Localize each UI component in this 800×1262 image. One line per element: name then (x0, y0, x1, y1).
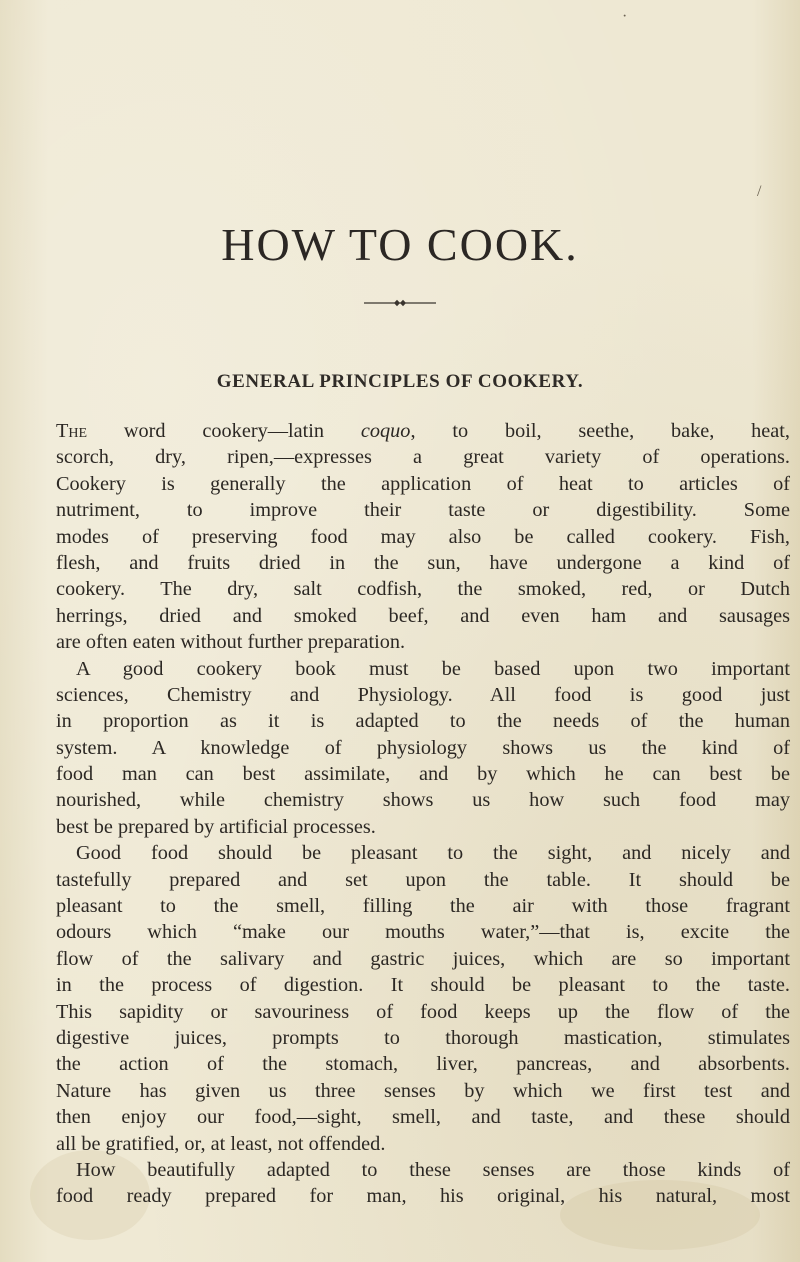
text-line (56, 418, 790, 444)
text-line: Cookery is generally the application of heat to articles of (56, 472, 790, 495)
ornament-divider (350, 298, 450, 308)
text-line: then enjoy our food,—sight, smell, and taste, and these should (56, 1106, 790, 1129)
text-line: cookery. The dry, salt codfish, the smoked, red, or Dutch (56, 578, 790, 601)
text-line: system. A knowledge of physiology shows us the kind of (56, 736, 790, 759)
text-line: flesh, and fruits dried in the sun, have undergone a kind of (56, 551, 790, 574)
text-line: nourished, while chemistry shows us how such food may (56, 789, 790, 812)
page-title: HOW TO COOK. (221, 219, 579, 270)
text-line: A good cookery book must be based upon two important (76, 657, 790, 680)
section-heading: GENERAL PRINCIPLES OF COOKERY. (216, 371, 584, 392)
text-line: the action of the stomach, liver, pancreas, and absorbents. (56, 1053, 790, 1076)
text-line: nutriment, to improve their taste or digestibility. Some (56, 499, 790, 522)
text-line: Good food should be pleasant to the sight, and nicely and (76, 842, 790, 865)
text-line: are often eaten without further preparation. (56, 631, 406, 654)
text-run: , to boil, seethe, bake, heat, (410, 420, 790, 442)
text-line: This sapidity or savouriness of food keeps up the flow of the (56, 1000, 790, 1023)
text-run: word cookery—latin (87, 420, 361, 442)
text-line: odours which “make our mouths water,”—that is, excite the (56, 921, 790, 944)
text-line: best be prepared by artificial processes. (56, 815, 376, 838)
body-text (56, 418, 790, 1210)
text-line: food man can best assimilate, and by which he can best be (56, 763, 790, 786)
margin-dot: · (622, 8, 628, 25)
text-line: How beautifully adapted to these senses are those kinds of (76, 1158, 790, 1181)
text-line: scorch, dry, ripen,—expresses a great variety of operations. (56, 446, 790, 469)
text-line: in the process of digestion. It should be pleasant to the taste. (56, 974, 790, 997)
text-line: flow of the salivary and gastric juices, which are so important (56, 947, 790, 970)
text-line: pleasant to the smell, filling the air with those fragrant (56, 895, 790, 918)
text-line: herrings, dried and smoked beef, and even ham and sausages (56, 604, 790, 627)
text-line: modes of preserving food may also be called cookery. Fish, (56, 525, 790, 548)
margin-mark: / (757, 183, 762, 200)
text-line: Nature has given us three senses by which we first test and (56, 1079, 790, 1102)
text-line: food ready prepared for man, his original, his natural, most (56, 1185, 790, 1208)
text-line: digestive juices, prompts to thorough mastication, stimulates (56, 1026, 790, 1049)
text-line: sciences, Chemistry and Physiology. All food is good just (56, 683, 790, 706)
text-line: all be gratified, or, at least, not offended. (56, 1132, 386, 1155)
drop-word: The (56, 420, 88, 442)
latin-term: coquo (360, 420, 411, 442)
text-line: in proportion as it is adapted to the needs of the human (56, 710, 790, 733)
text-line: tastefully prepared and set upon the table. It should be (56, 868, 790, 891)
